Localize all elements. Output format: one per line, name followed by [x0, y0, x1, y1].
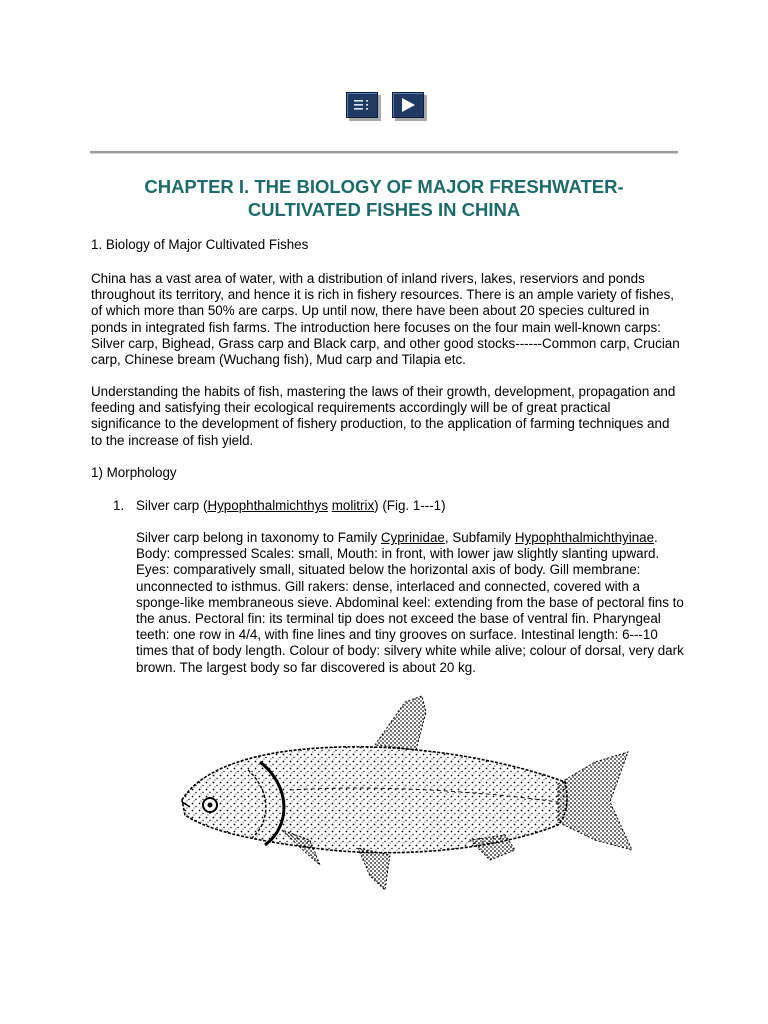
- genus-link[interactable]: Hypophthalmichthys: [207, 498, 329, 513]
- tail-fin: [558, 752, 632, 850]
- section-heading: 1. Biology of Major Cultivated Fishes: [91, 237, 309, 252]
- morphology-heading: 1) Morphology: [91, 465, 177, 480]
- list-icon: [352, 98, 372, 112]
- play-icon: [399, 97, 417, 113]
- description-rest: . Body: compressed Scales: small, Mouth: in front, with lower jaw slightly slanting upward. Eyes: comparatively small, situated below the horizontal axis of body. Gill membrane: unconnected to isthmus. Gill rakers: dense, interlaced and connected, covered with a sponge-like membraneous sieve. Abdominal keel: extending from the base of pectoral fins to the anus. Pectoral fin: its terminal tip does not exceed the base of ventral fin. Pharyngeal teeth: one row in 4/4, with fine lines and tiny grooves on surface. Intestinal length: 6---10 times that of body length. Colour of body: silvery white while alive; colour of dorsal, very dark brown. The largest body so far discovered is about 20 kg.: [136, 530, 684, 675]
- silver-carp-description: [136, 530, 684, 676]
- silver-carp-label: Silver carp (: [136, 498, 208, 513]
- species-link[interactable]: molitrix: [331, 498, 375, 513]
- description-intro: Silver carp belong in taxonomy to Family: [136, 530, 381, 545]
- list-item-silver-carp: [136, 498, 446, 514]
- silver-carp-illustration: [170, 690, 640, 900]
- navigation-bar: [346, 92, 424, 118]
- dorsal-fin: [375, 696, 426, 750]
- list-item-number: 1.: [113, 498, 125, 513]
- contents-button[interactable]: [346, 92, 378, 118]
- subfamily-link[interactable]: Hypophthalmichthyinae: [514, 530, 655, 545]
- ventral-fin: [358, 848, 390, 890]
- figure-reference: ) (Fig. 1---1): [374, 498, 446, 513]
- description-mid: , Subfamily: [444, 530, 515, 545]
- fish-body: [182, 747, 567, 853]
- habits-paragraph: Understanding the habits of fish, mastering the laws of their growth, development, propagation and feeding and satisfying their ecological requirements accordingly will be of great practical significance to the development of fishery production, to the application of farming techniques and to the increase of fish yield.: [91, 384, 676, 448]
- horizontal-rule: [90, 151, 678, 154]
- chapter-title: CHAPTER I. THE BIOLOGY OF MAJOR FRESHWATER-CULTIVATED FISHES IN CHINA: [144, 176, 624, 220]
- family-link[interactable]: Cyprinidae: [380, 530, 445, 545]
- intro-paragraph: China has a vast area of water, with a distribution of inland rivers, lakes, reserviors and ponds throughout its territory, and hence it is rich in fishery resources. There is an ample variety of fishes, of which more than 50% are carps. Up until now, there have been about 20 species cultured in ponds in integrated fish farms. The introduction here focuses on the four main well-known carps: Silver carp, Bighead, Grass carp and Black carp, and other good stocks------Common carp, Crucian carp, Chinese bream (Wuchang fish), Mud carp and Tilapia etc.: [91, 271, 680, 368]
- next-button[interactable]: [392, 92, 424, 118]
